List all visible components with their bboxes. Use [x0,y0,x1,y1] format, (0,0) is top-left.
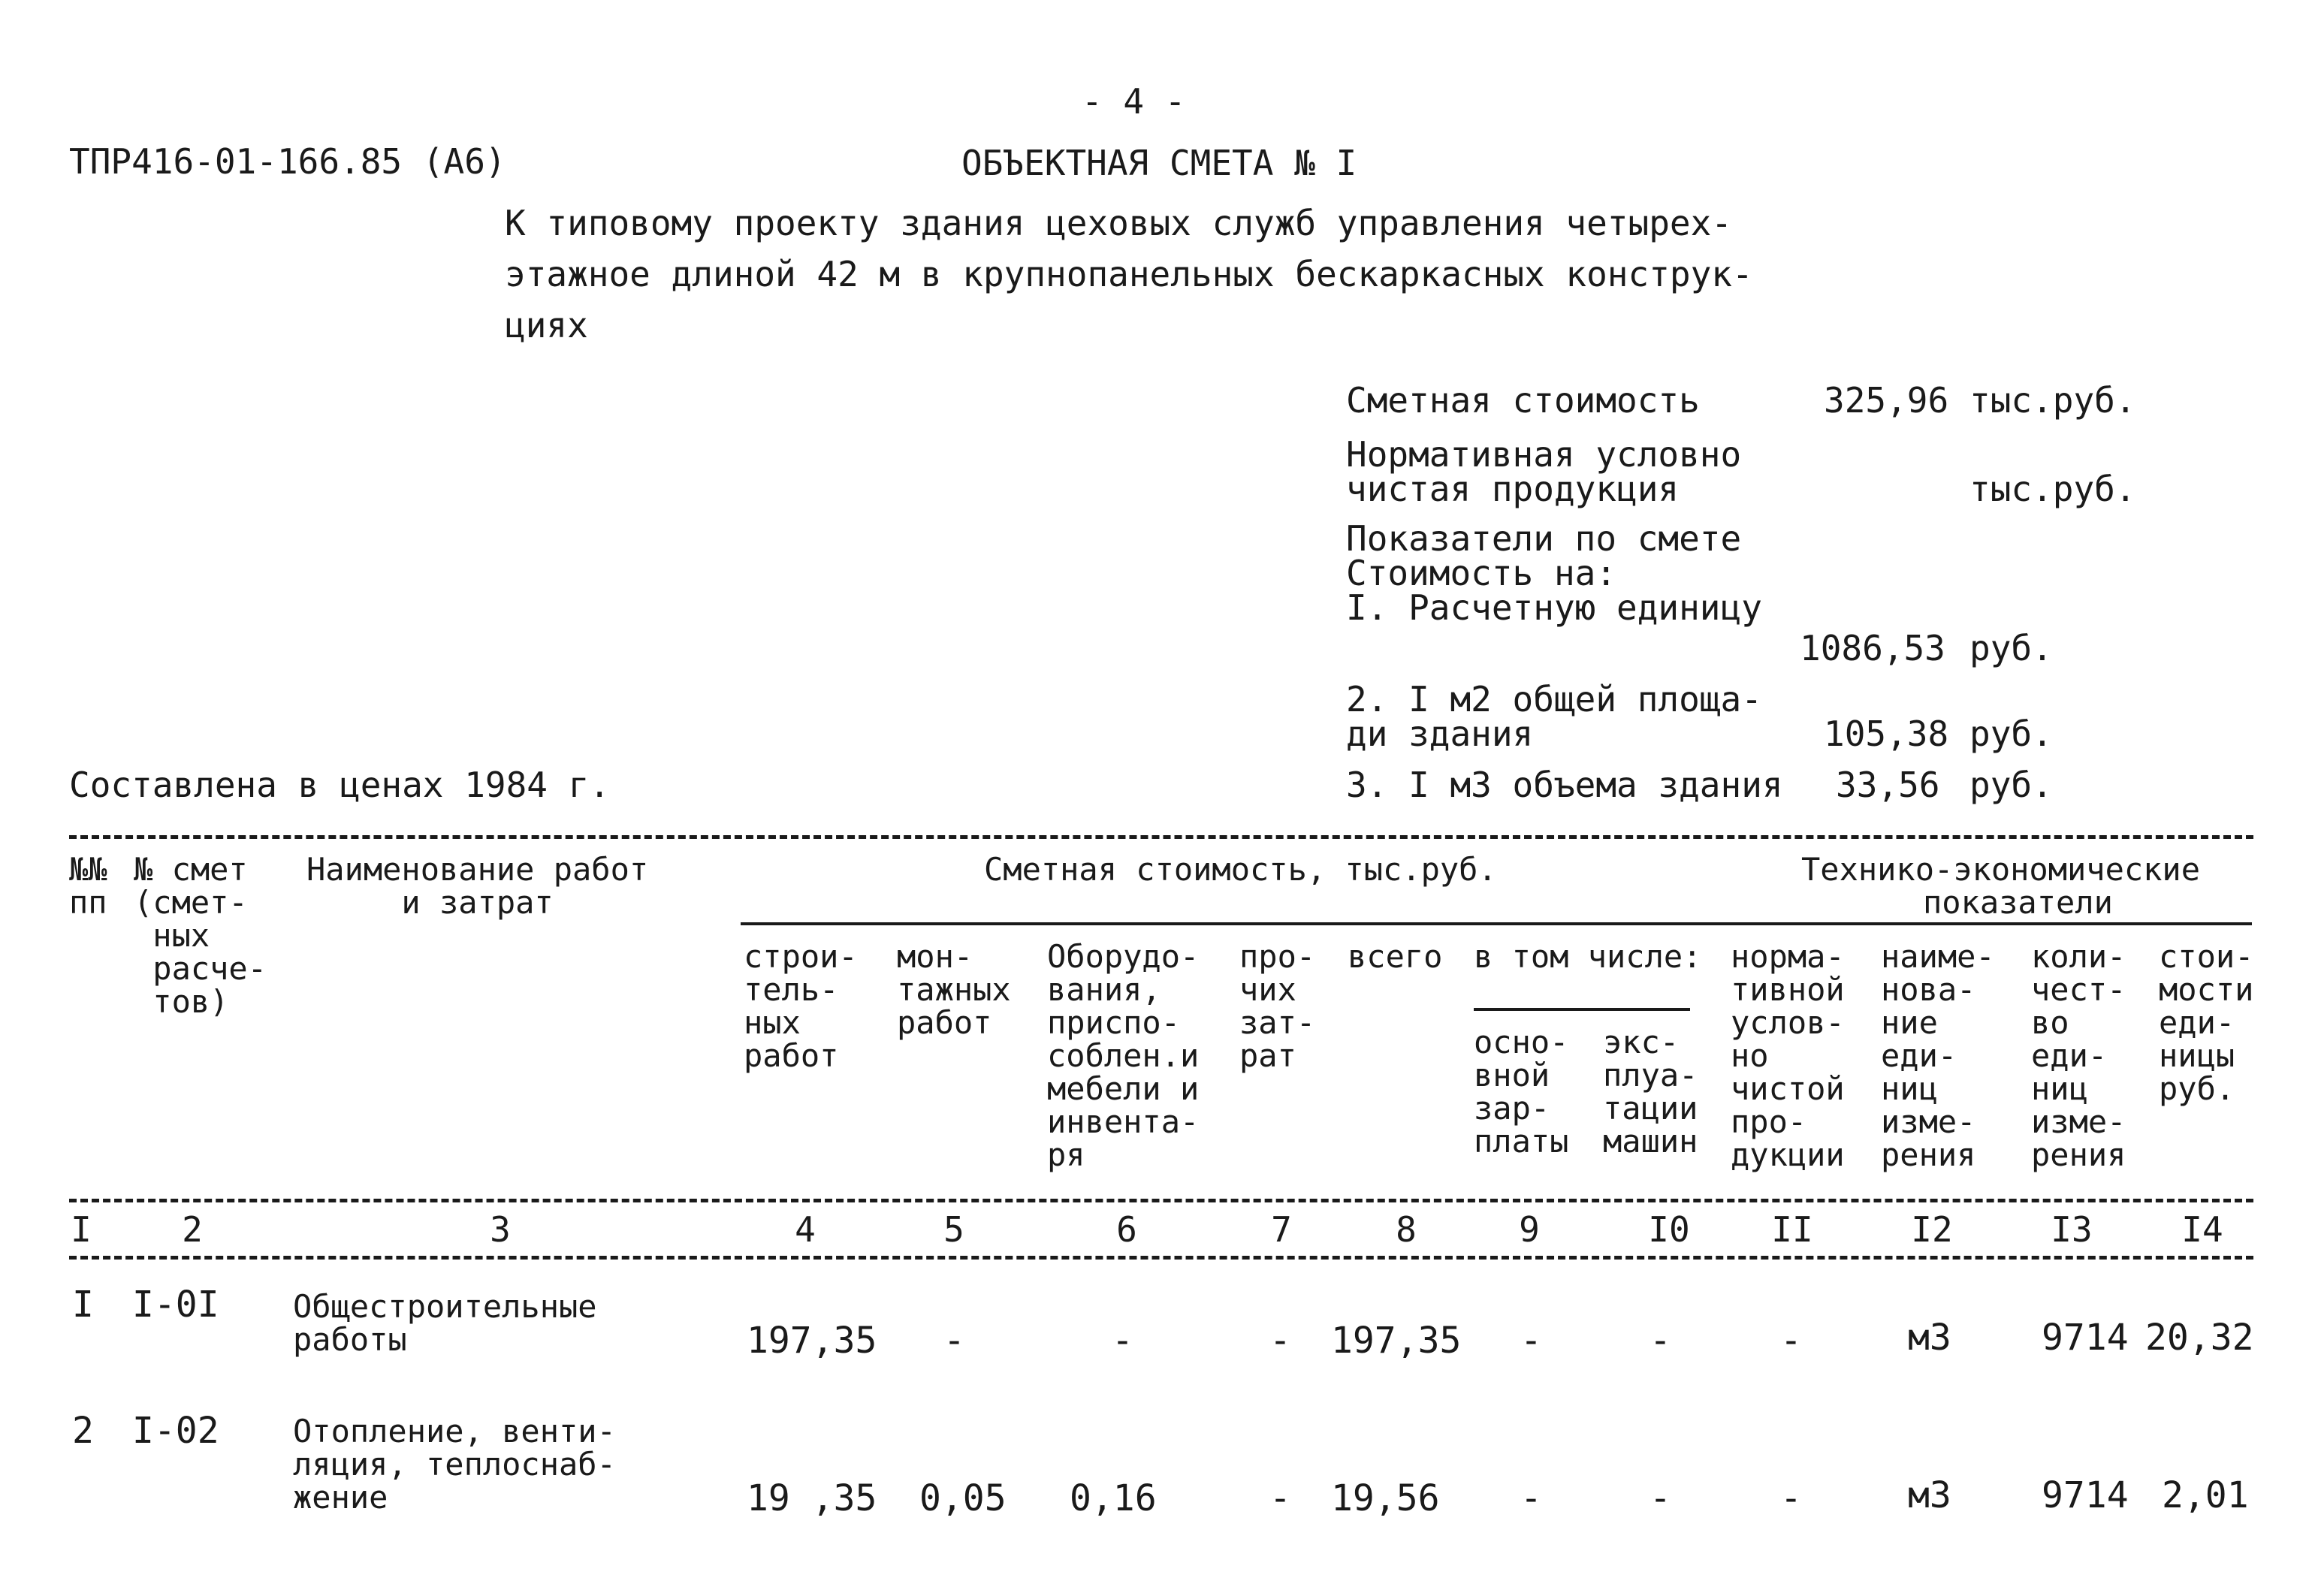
document-code: ТПР416-01-166.85 (А6) [69,141,506,182]
header-col-other: про- чих зат- рат [1239,938,1316,1074]
base-wage: - [1520,1320,1542,1362]
unit-quantity: 9714 [2042,1474,2129,1516]
header-estimate-number: № смет (смет- ных расче- тов) [134,851,267,1020]
installation-cost: 0,05 [919,1477,1007,1519]
including-underline [1474,1008,1690,1011]
estimated-cost-unit: тыс.руб. [1969,380,2136,421]
header-col-unit-cost: стои- мости еди- ницы руб. [2159,938,2254,1107]
indicator-3-label: 3. I м3 объема здания [1346,765,1783,805]
header-tech-econ-group-2: показатели [1923,884,2113,921]
unit-cost: 2,01 [2162,1474,2249,1516]
header-col-construction: строи- тель- ных работ [744,938,858,1074]
machine-operation: - [1650,1477,1671,1519]
column-number: I2 [1911,1209,1953,1250]
table-top-rule [69,835,2253,839]
indicator-1-value: 1086,53 [1800,628,1945,668]
indicator-1-label: I. Расчетную единицу [1346,587,1762,628]
equipment-cost: - [1112,1320,1133,1362]
indicator-2-value: 105,38 [1824,714,1949,754]
estimated-cost-value: 325,96 [1824,380,1949,421]
normative-label-2: чистая продукция [1346,469,1680,509]
construction-cost: 197,35 [747,1320,877,1362]
unit-cost: 20,32 [2145,1317,2254,1359]
indicators-label-1: Показатели по смете [1346,518,1742,559]
indicator-2-unit: руб. [1969,714,2053,754]
column-number: I3 [2051,1209,2093,1250]
other-cost: - [1269,1477,1291,1519]
header-col-total: всего [1348,938,1443,975]
estimated-cost-label: Сметная стоимость [1346,380,1700,421]
indicator-3-value: 33,56 [1836,765,1940,805]
column-number: 9 [1519,1209,1540,1250]
column-number: 4 [795,1209,816,1250]
unit-quantity: 9714 [2042,1317,2129,1359]
works-name: Общестроительные работы [293,1288,597,1358]
column-number: 6 [1116,1209,1137,1250]
column-numbers-bottom-rule [69,1256,2253,1260]
header-group-underline [741,922,2252,925]
header-bottom-rule [69,1199,2253,1202]
column-number: II [1771,1209,1813,1250]
document-title: ОБЪЕКТНАЯ СМЕТА № I [961,143,1357,183]
unit-name: м3 [1908,1474,1951,1516]
header-col-base-wage: осно- вной зар- платы [1474,1024,1569,1160]
header-row-number: №№ пп [69,851,107,921]
other-cost: - [1269,1320,1291,1362]
normative-net-product: - [1780,1320,1802,1362]
installation-cost: - [943,1320,965,1362]
works-name: Отопление, венти- ляция, теплоснаб- жение [293,1413,616,1516]
column-number: 5 [943,1209,964,1250]
subtitle-line-3: циях [505,305,588,345]
equipment-cost: 0,16 [1070,1477,1157,1519]
indicator-2-label-2: ди здания [1346,714,1534,754]
header-col-including-group: в том числе: [1474,938,1702,975]
column-number: 7 [1271,1209,1292,1250]
normative-net-product: - [1780,1477,1802,1519]
compiled-prices-note: Составлена в ценах 1984 г. [69,765,611,805]
header-col-machine-operation: экс- плуа- тации машин [1603,1024,1698,1160]
indicators-label-2: Стоимость на: [1346,553,1617,593]
indicator-1-unit: руб. [1969,628,2053,668]
column-number: I [71,1209,92,1250]
header-col-installation: мон- тажных работ [897,938,1011,1041]
header-works-name: Наименование работ и затрат [306,851,649,921]
page-number: - 4 - [1082,81,1186,122]
column-number: I4 [2181,1209,2223,1250]
header-estimated-cost-group: Сметная стоимость, тыс.руб. [984,851,1497,888]
header-col-equipment: Оборудо- вания, приспо- соблен.и мебели и инвента- ря [1047,938,1200,1173]
normative-label-1: Нормативная условно [1346,434,1742,475]
column-number: I0 [1648,1209,1690,1250]
row-number: I [72,1284,94,1326]
unit-name: м3 [1908,1317,1951,1359]
row-number: 2 [72,1410,94,1452]
total-cost: 19,56 [1331,1477,1440,1519]
column-number: 3 [490,1209,511,1250]
column-number: 2 [182,1209,203,1250]
header-col-unit-name: наиме- нова- ние еди- ниц изме- рения [1881,938,1995,1173]
indicator-3-unit: руб. [1969,765,2053,805]
subtitle-line-1: К типовому проекту здания цеховых служб управления четырех- [505,203,1732,243]
header-col-unit-quantity: коли- чест- во еди- ниц изме- рения [2031,938,2126,1173]
estimate-code: I-02 [132,1410,219,1452]
construction-cost: 19 ,35 [747,1477,877,1519]
header-col-normative-net-product: норма- тивной услов- но чистой про- дукции [1731,938,1845,1173]
base-wage: - [1520,1477,1542,1519]
column-number: 8 [1396,1209,1417,1250]
total-cost: 197,35 [1331,1320,1462,1362]
estimate-code: I-0I [132,1284,219,1326]
header-tech-econ-group-1: Технико-экономические [1801,851,2201,888]
subtitle-line-2: этажное длиной 42 м в крупнопанельных бескаркасных конструк- [505,254,1753,294]
machine-operation: - [1650,1320,1671,1362]
indicator-2-label-1: 2. I м2 общей площа- [1346,679,1762,720]
normative-unit: тыс.руб. [1969,469,2136,509]
